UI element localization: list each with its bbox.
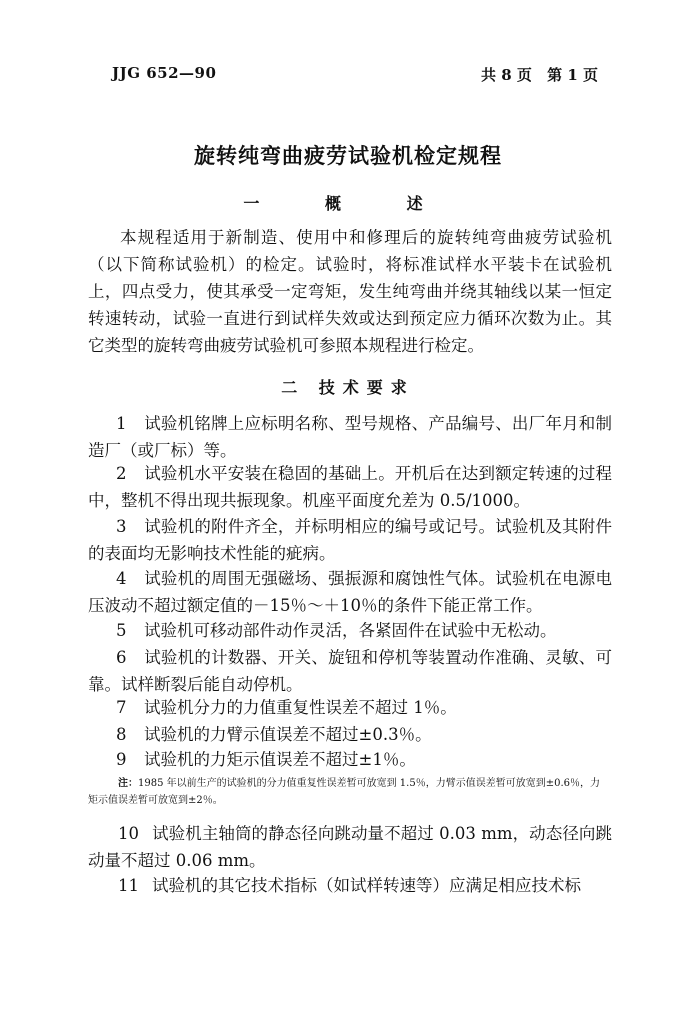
- item-number: 3: [116, 517, 127, 536]
- item-text: 试验机主轴筒的静态径向跳动量不超过 0.03 mm，动态径向跳动量不超过 0.06 mm。: [88, 824, 612, 870]
- requirement-item: [88, 410, 612, 464]
- page-number: 第 1 页: [547, 66, 598, 84]
- item-text: 试验机的其它技术指标（如试样转速等）应满足相应技术标: [152, 876, 581, 895]
- note-text: 1985 年以前生产的试验机的分力值重复性误差暂可放宽到 1.5％，力臂示值误差暂可放宽到±0.6％，力矩示值误差暂可放宽到±2％。: [88, 778, 600, 806]
- item-number: 8: [116, 725, 127, 744]
- section-heading-overview: 一 概 述: [243, 194, 453, 213]
- item-text: 试验机分力的力值重复性误差不超过 1％。: [144, 698, 457, 717]
- item-number: 11: [118, 876, 139, 895]
- item-text: 试验机的计数器、开关、旋钮和停机等装置动作准确、灵敏、可靠。试样断裂后能自动停机。: [88, 648, 612, 694]
- footnote: [88, 775, 608, 809]
- item-number: 2: [116, 464, 127, 483]
- item-number: 6: [116, 648, 127, 667]
- requirement-item: [88, 460, 612, 514]
- item-text: 试验机的周围无强磁场、强振源和腐蚀性气体。试验机在电源电压波动不超过额定值的－15％～＋10％的条件下能正常工作。: [88, 569, 612, 615]
- requirement-item: [88, 513, 612, 567]
- note-label: 注：: [118, 778, 138, 789]
- requirement-item: [88, 565, 612, 619]
- item-number: 10: [118, 824, 139, 843]
- requirement-item: [88, 644, 612, 698]
- item-number: 7: [116, 698, 127, 717]
- overview-paragraph: 本规程适用于新制造、使用中和修理后的旋转纯弯曲疲劳试验机（以下简称试验机）的检定。试验时，将标准试样水平装卡在试验机上，四点受力，使其承受一定弯矩，发生纯弯曲并绕其轴线以某一恒定转速转动，试验一直进行到试样失效或达到预定应力循环次数为止。其它类型的旋转弯曲疲劳试验机可参照本规程进行检定。: [88, 228, 612, 355]
- requirement-item: [88, 746, 612, 773]
- requirement-item: [88, 820, 612, 874]
- page-info: [471, 64, 598, 85]
- item-number: 9: [116, 750, 127, 769]
- item-text: 试验机水平安装在稳固的基础上。开机后在达到额定转速的过程中，整机不得出现共振现象。机座平面度允差为 0.5/1000。: [88, 464, 612, 510]
- section-heading-technical-requirements: 二 技术要求: [281, 378, 415, 397]
- item-number: 1: [116, 414, 127, 433]
- requirement-item: [88, 872, 612, 899]
- item-text: 试验机铭牌上应标明名称、型号规格、产品编号、出厂年月和制造厂（或厂标）等。: [88, 414, 612, 460]
- item-text: 试验机的力矩示值误差不超过±1％。: [144, 750, 416, 769]
- item-text: 试验机的力臂示值误差不超过±0.3％。: [144, 725, 432, 744]
- document-code: JJG 652—90: [112, 64, 217, 82]
- requirement-item: [88, 721, 612, 748]
- requirement-item: [88, 694, 612, 721]
- item-number: 5: [116, 621, 127, 640]
- document-title: 旋转纯弯曲疲劳试验机检定规程: [194, 143, 502, 168]
- item-text: 试验机的附件齐全，并标明相应的编号或记号。试验机及其附件的表面均无影响技术性能的疵病。: [88, 517, 612, 563]
- item-text: 试验机可移动部件动作灵活，各紧固件在试验中无松动。: [144, 621, 557, 640]
- total-pages: 共 8 页: [480, 66, 532, 84]
- requirement-item: [88, 617, 612, 644]
- item-number: 4: [116, 569, 127, 588]
